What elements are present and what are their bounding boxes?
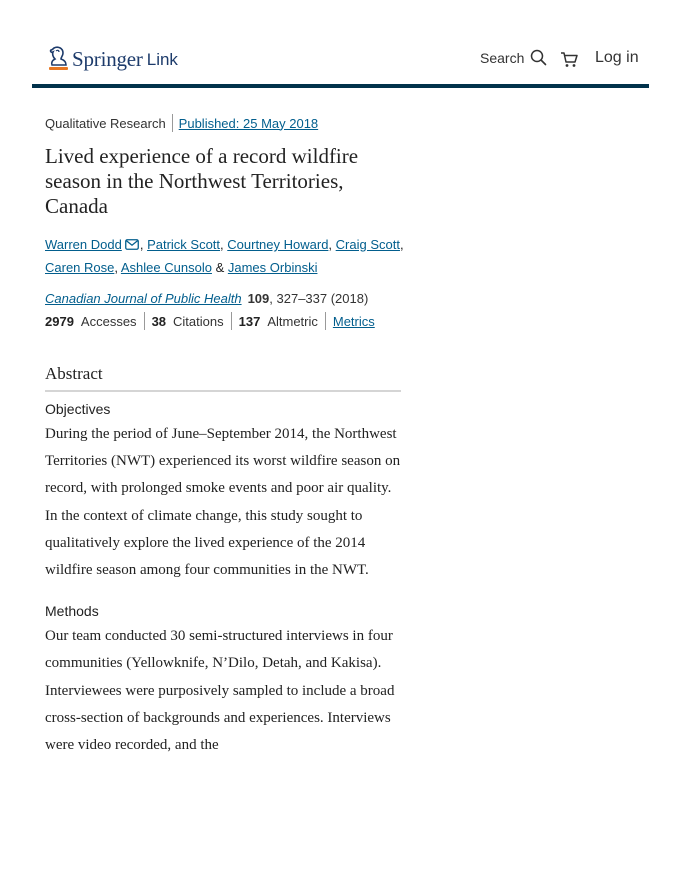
altmetric-count: 137 [238,313,261,329]
article-meta [45,114,405,132]
journal-link[interactable]: Canadian Journal of Public Health [45,291,242,306]
cart-icon[interactable] [560,51,579,68]
author-link[interactable]: Courtney Howard [227,237,329,252]
login-link[interactable]: Log in [595,49,639,66]
email-icon[interactable] [125,239,139,250]
citations-label: Citations [173,313,224,329]
published-date-link[interactable]: Published: 25 May 2018 [178,115,319,131]
journal-pages-year: , 327–337 (2018) [269,291,369,306]
altmetric-label: Altmetric [267,313,318,329]
search-icon [530,49,547,66]
author-link[interactable]: Patrick Scott [147,237,221,252]
site-header [32,40,649,88]
metrics-link[interactable]: Metrics [332,313,375,329]
brand-name: Springer [72,46,143,71]
citations-count: 38 [151,313,167,329]
abstract-heading: Abstract [45,364,401,392]
author-link[interactable]: Craig Scott [335,237,400,252]
citation-info [45,291,405,306]
author-conjunction: & [215,260,225,275]
author-link[interactable]: Caren Rose [45,260,115,275]
accesses-count: 2979 [45,313,74,329]
divider [144,312,145,330]
article-type: Qualitative Research [45,115,166,131]
author-link[interactable]: James Orbinski [227,260,318,275]
search-button[interactable] [480,49,547,66]
methods-paragraph: Our team conducted 30 semi-structured interviews in four communities (Yellowknife, N’Dilo, Detah, and Kakisa). Interviewees were purposively sampled to include a broad cross-section of backgrounds and experiences. Interviews were video recorded, and the [45,628,395,754]
divider [172,114,173,132]
author-link[interactable]: Ashlee Cunsolo [120,260,212,275]
divider [231,312,232,330]
objectives-heading: Objectives [45,401,111,417]
brand-suffix: Link [146,50,178,69]
article-title: Lived experience of a record wildfire season in the Northwest Territories, Canada [45,144,359,218]
author-link[interactable]: Warren Dodd [45,237,122,252]
journal-volume: 109 [247,291,270,306]
objectives-paragraph: During the period of June–September 2014, the Northwest Territories (NWT) experienced its worst wildfire season on record, with prolonged smoke events and poor air quality. In the context of climate change, this study sought to qualitatively explore the lived experience of the 2014 wildfire season among four communities in the NWT. [45,426,401,579]
springer-link-logo[interactable] [45,45,178,73]
springer-horse-icon [45,45,71,73]
article-main [45,114,405,759]
search-label: Search [480,49,525,66]
accesses-label: Accesses [80,313,137,329]
author-list: Warren Dodd , Patrick Scott, Courtney Howard, Craig Scott, Caren Rose, Ashlee Cunsolo & James Orbinski [45,237,404,275]
metrics-bar [45,311,405,331]
methods-heading: Methods [45,603,99,620]
divider [325,312,326,330]
